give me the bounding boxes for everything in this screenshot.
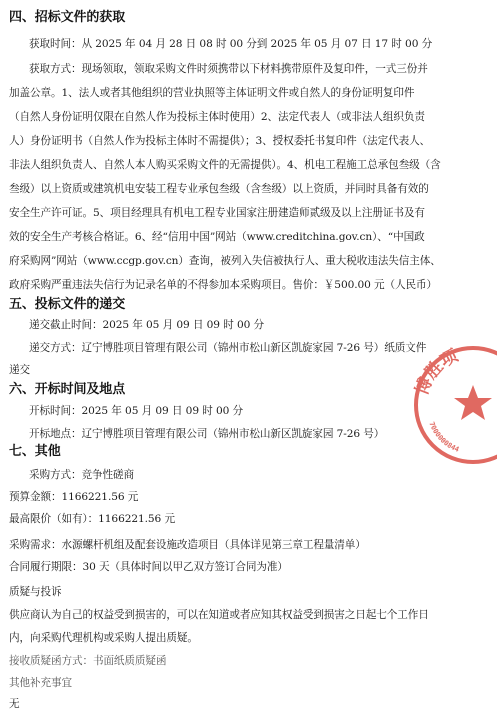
text-line: 获取时间：从 2025 年 04 月 28 日 08 时 00 分到 2025 年 05 月 07 日 17 时 00 分 bbox=[29, 38, 433, 50]
text-line: 递交截止时间：2025 年 05 月 09 日 09 时 00 分 bbox=[29, 319, 265, 331]
text-line: 开标地点：辽宁博胜项目管理有限公司（锦州市松山新区凯旋家园 7-26 号） bbox=[29, 428, 385, 440]
text-line: 供应商认为自己的权益受到损害的，可以在知道或者应知其权益受到损害之日起七个工作日 bbox=[9, 609, 429, 621]
text-line: （自然人身份证明仅限在自然人作为投标主体时使用）2、法定代表人（或非法人组织负责 bbox=[9, 111, 425, 123]
text-line: 最高限价（如有）：1166221.56 元 bbox=[9, 513, 175, 525]
section-heading-other: 七、其他 bbox=[9, 444, 61, 459]
text-line: 递交方式：辽宁博胜项目管理有限公司（锦州市松山新区凯旋家园 7-26 号）纸质文件 bbox=[29, 342, 427, 354]
text-line: 人）身份证明书（自然人作为投标主体时不需提供）；3、授权委托书复印件（法定代表人、 bbox=[9, 135, 431, 147]
text-line: 无 bbox=[9, 698, 20, 710]
text-line: 采购方式：竞争性磋商 bbox=[29, 469, 134, 481]
svg-text:博胜项 bbox=[411, 346, 462, 398]
text-line: 加盖公章。1、法人或者其他组织的营业执照等主体证明文件或自然人的身份证明复印件 bbox=[9, 87, 415, 99]
text-line: 采购需求：水源螺杆机组及配套设施改造项目（具体详见第三章工程量清单） bbox=[9, 539, 366, 551]
svg-text:7000000844 bbox=[427, 421, 460, 454]
text-line: 府采购网”网站（www.ccgp.gov.cn）查询，被列入失信被执行人、重大税收违法失信主体、 bbox=[9, 255, 441, 267]
section-heading-bid-documents: 四、招标文件的获取 bbox=[9, 10, 126, 25]
text-line: 效的安全生产考核合格证。6、经“信用中国”网站（www.creditchina.gov.cn）、“中国政 bbox=[9, 231, 425, 243]
text-line: 政府采购严重违法失信行为记录名单的不得参加本采购项目。售价：￥500.00 元（人民币） bbox=[9, 279, 438, 291]
text-line: 安全生产许可证。5、项目经理具有机电工程专业国家注册建造师贰级及以上注册证书及有 bbox=[9, 207, 425, 219]
stamp-star-icon bbox=[454, 385, 492, 420]
section-heading-bid-opening: 六、开标时间及地点 bbox=[9, 382, 126, 397]
text-line: 预算金额：1166221.56 元 bbox=[9, 491, 139, 503]
text-line: 接收质疑函方式：书面纸质质疑函 bbox=[9, 655, 167, 667]
section-heading-bid-submission: 五、投标文件的递交 bbox=[9, 297, 126, 312]
text-line: 获取方式：现场领取，领取采购文件时须携带以下材料携带原件及复印件，一式三份并 bbox=[29, 63, 428, 75]
stamp-number: 7000000844 bbox=[427, 420, 461, 454]
stamp-text: 博胜项 bbox=[412, 345, 462, 398]
text-line: 非法人组织负责人、自然人本人购买采购文件的无需提供）。4、机电工程施工总承包叁级（含 bbox=[9, 159, 441, 171]
subheading-objections: 质疑与投诉 bbox=[9, 586, 62, 598]
subheading-additional: 其他补充事宜 bbox=[9, 677, 72, 689]
text-line: 合同履行期限：30 天（具体时间以甲乙双方签订合同为准） bbox=[9, 561, 288, 573]
company-seal-stamp bbox=[408, 340, 497, 470]
text-line: 内，向采购代理机构或采购人提出质疑。 bbox=[9, 632, 198, 644]
text-line: 开标时间：2025 年 05 月 09 日 09 时 00 分 bbox=[29, 405, 244, 417]
text-line: 叁级）以上资质或建筑机电安装工程专业承包叁级（含叁级）以上资质，并同时具备有效的 bbox=[9, 183, 429, 195]
text-line: 递交 bbox=[9, 364, 30, 376]
